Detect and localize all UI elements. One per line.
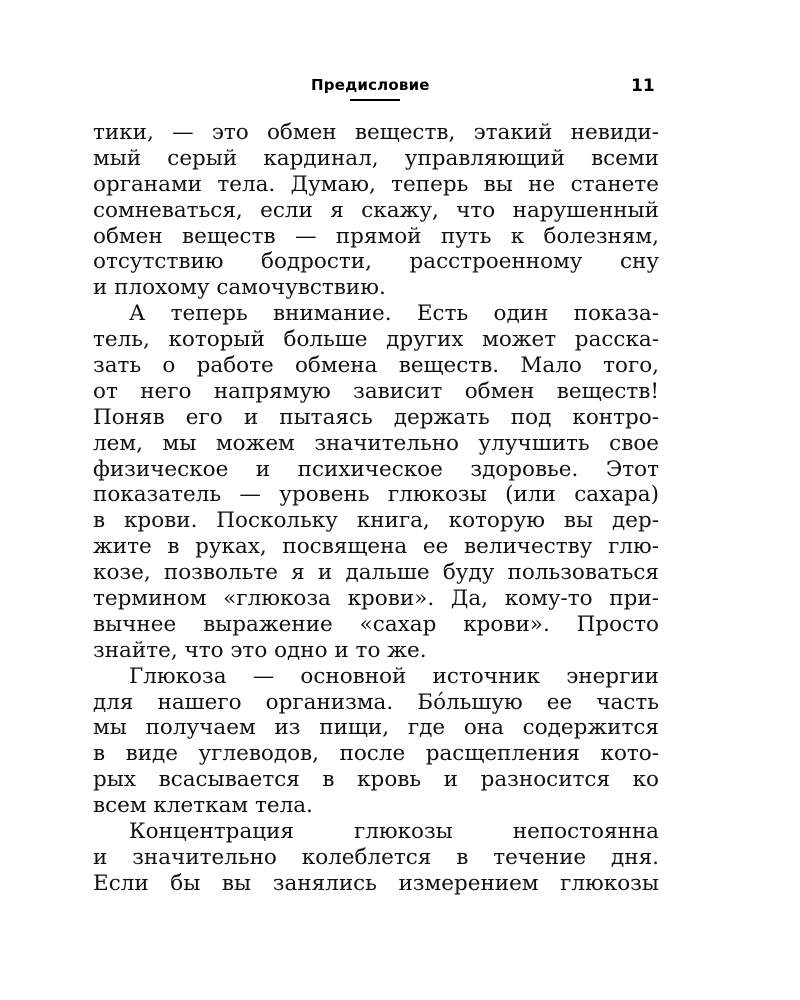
text-line: тель, который больше других может расска- bbox=[93, 327, 659, 353]
text-line: термином «глюкоза крови». Да, кому-то при- bbox=[93, 586, 659, 612]
text-line: Если бы вы занялись измерением глюкозы bbox=[93, 870, 659, 896]
text-line: в виде углеводов, после расщепления кото- bbox=[93, 741, 659, 767]
text-line: рых всасывается в кровь и разносится ко bbox=[93, 767, 659, 793]
text-line: лем, мы можем значительно улучшить свое bbox=[93, 430, 659, 456]
text-line: всем клеткам тела. bbox=[93, 793, 313, 819]
header-rule bbox=[350, 99, 400, 101]
text-line: физическое и психическое здоровье. Этот bbox=[93, 456, 659, 482]
text-line: мы получаем из пищи, где она содержится bbox=[93, 715, 659, 741]
text-line: тики, — это обмен веществ, этакий невиди- bbox=[93, 120, 659, 145]
text-line: в крови. Поскольку книга, которую вы дер- bbox=[93, 508, 659, 534]
text-line: показатель — уровень глюкозы (или сахара) bbox=[93, 482, 659, 508]
text-line: обмен веществ — прямой путь к болезням, bbox=[93, 223, 659, 249]
body-text bbox=[93, 120, 659, 897]
text-line: зать о работе обмена веществ. Мало того, bbox=[93, 353, 659, 379]
text-line: козе, позвольте я и дальше буду пользоваться bbox=[93, 560, 659, 586]
text-line: Глюкоза — основной источник энергии bbox=[129, 663, 659, 689]
text-line: Поняв его и пытаясь держать под контро- bbox=[93, 404, 659, 430]
text-line: и плохому самочувствию. bbox=[93, 275, 386, 301]
text-line: А теперь внимание. Есть один показа- bbox=[129, 301, 659, 327]
text-line: Концентрация глюкозы непостоянна bbox=[129, 819, 659, 845]
text-line: мый серый кардинал, управляющий всеми bbox=[93, 145, 659, 171]
text-line: органами тела. Думаю, теперь вы не станете bbox=[93, 171, 659, 197]
text-line: от него напрямую зависит обмен веществ! bbox=[93, 378, 659, 404]
page-number: 11 bbox=[631, 76, 655, 96]
text-line: и значительно колеблется в течение дня. bbox=[93, 844, 659, 870]
text-line: отсутствию бодрости, расстроенному сну bbox=[93, 249, 659, 275]
text-line: для нашего организма. Бóльшую ее часть bbox=[93, 689, 659, 715]
running-head-title: Предисловие bbox=[311, 76, 430, 94]
text-line: вычнее выражение «сахар крови». Просто bbox=[93, 611, 659, 637]
text-line: знайте, что это одно и то же. bbox=[93, 637, 427, 663]
text-line: сомневаться, если я скажу, что нарушенный bbox=[93, 197, 659, 223]
text-line: жите в руках, посвящена ее величеству глю- bbox=[93, 534, 659, 560]
